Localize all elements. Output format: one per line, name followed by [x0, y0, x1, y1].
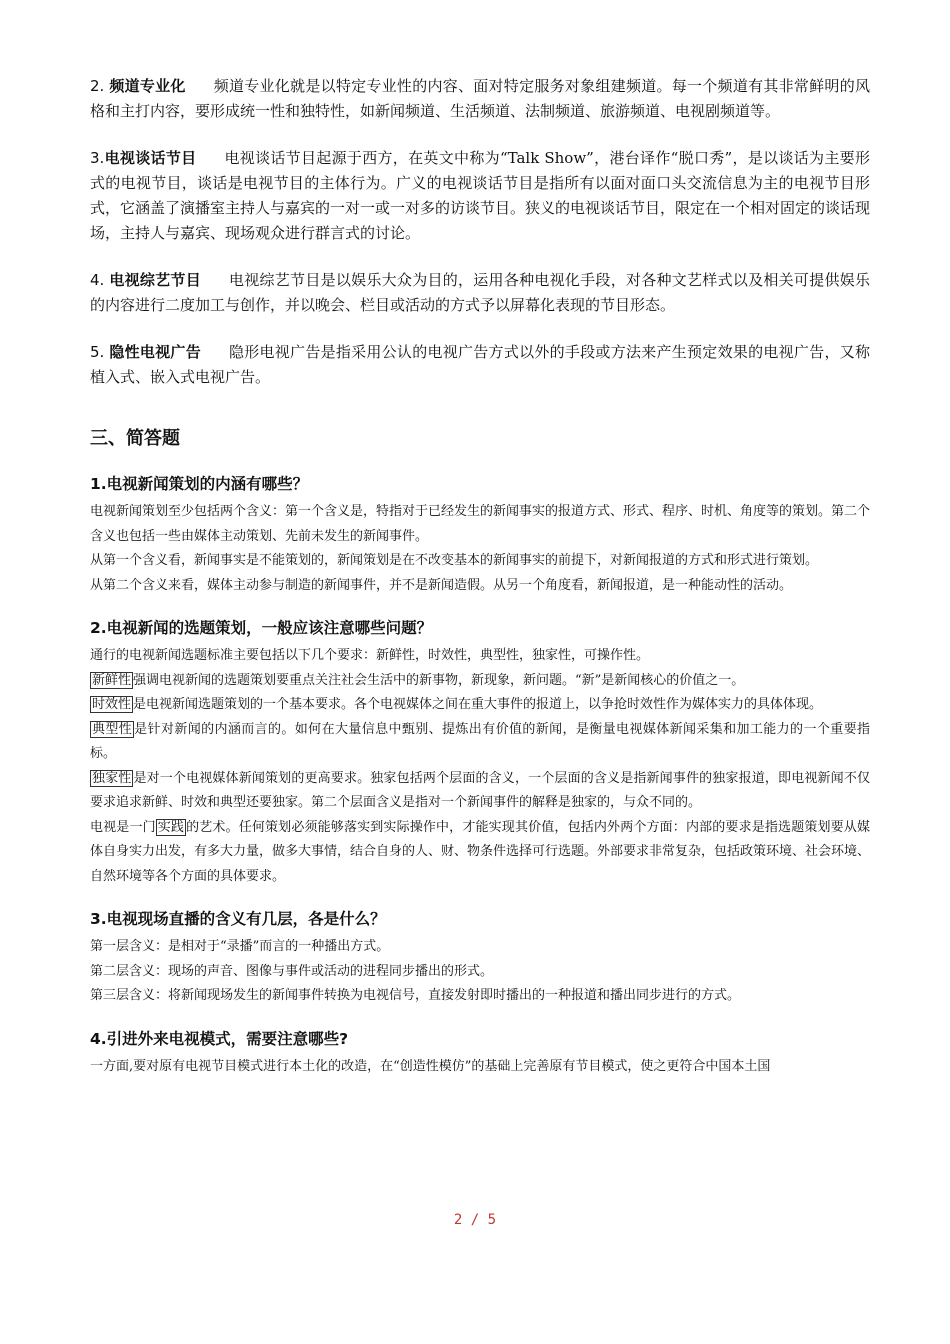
answer-paragraph: 一方面,要对原有电视节目模式进行本土化的改造，在“创造性模仿”的基础上完善原有节目模式，使之更符合中国本土国 — [90, 1058, 771, 1074]
definition-term: 电视综艺节目 — [109, 271, 201, 289]
answer-item — [90, 816, 870, 890]
answer-intro: 通行的电视新闻选题标准主要包括以下几个要求：新鲜性，时效性，典型性，独家性，可操作性。 — [90, 648, 650, 663]
page-number: 2 / 5 — [453, 1212, 497, 1228]
definition-5 — [90, 340, 870, 390]
definition-3 — [90, 146, 870, 246]
answer-paragraph: 从第一个含义看，新闻事实是不能策划的，新闻策划是在不改变基本的新闻事实的前提下，对新闻报道的方式和形式进行策划。 — [90, 553, 819, 568]
answer-paragraph: 第一层含义：是相对于“录播”而言的一种播出方式。 — [90, 939, 390, 954]
answer-paragraph: 从第二个含义来看，媒体主动参与制造的新闻事件，并不是新闻造假。从另一个角度看，新闻报道，是一种能动性的活动。 — [90, 577, 793, 593]
answer-item — [90, 669, 870, 694]
boxed-keyword: 时效性 — [92, 697, 132, 712]
boxed-keyword: 新鲜性 — [92, 672, 132, 688]
question-title: 1.电视新闻策划的内涵有哪些？ — [90, 475, 309, 493]
document-page — [90, 74, 870, 1079]
answer-paragraph: 第二层含义：现场的声音、图像与事件或活动的进程同步播出的形式。 — [90, 963, 494, 979]
definition-text: 电视谈话节目起源于西方，在英文中称为“Talk Show”，港台译作“脱口秀”，是以谈话为主要形式的电视节目，谈话是电视节目的主体行为。广义的电视谈话节目是指所有以面对面口头交流信息为主的电视节目形式，它涵盖了演播室主持人与嘉宾的一对一或一对多的访谈节目。狭义的电视谈话节目，限定在一个相对固定的谈话现场，主持人与嘉宾、现场观众进行群言式的讨论。 — [90, 149, 871, 242]
definition-text: 隐形电视广告是指采用公认的电视广告方式以外的手段或方法来产生预定效果的电视广告，又称植入式、嵌入式电视广告。 — [90, 343, 870, 386]
answer-item — [90, 767, 870, 816]
question-title: 3.电视现场直播的含义有几层，各是什么？ — [90, 910, 386, 928]
section-title: 三、简答题 — [90, 428, 180, 449]
answer-item-text: 的艺术。任何策划必须能够落实到实际操作中，才能实现其价值，包括内外两个方面：内部的要求是指选题策划要从媒体自身实力出发，有多大力量，做多大事情，结合自身的人、财、物条件选择可行选题。外部要求非常复杂，包括政策环境、社会环境、自然环境等各个方面的具体要求。 — [90, 819, 871, 884]
definition-number: 3. — [90, 149, 105, 167]
definitions-block — [90, 74, 870, 390]
definition-number: 4. — [90, 271, 105, 289]
definition-2 — [90, 74, 870, 124]
question-3 — [90, 907, 870, 1009]
question-1 — [90, 472, 870, 598]
answer-item-text: 是对一个电视媒体新闻策划的更高要求。独家包括两个层面的含义，一个层面的含义是指新闻事件的独家报道，即电视新闻不仅要求追求新鲜、时效和典型还要独家。第二个层面含义是指对一个新闻事件的解释是独家的，与众不同的。 — [90, 770, 870, 810]
question-title: 4.引进外来电视模式，需要注意哪些? — [90, 1029, 349, 1048]
definition-text: 频道专业化就是以特定专业性的内容、面对特定服务对象组建频道。每一个频道有其非常鲜明的风格和主打内容，要形成统一性和独特性，如新闻频道、生活频道、法制频道、旅游频道、电视剧频道等。 — [90, 77, 870, 120]
answer-item-text: 是针对新闻的内涵而言的。如何在大量信息中甄别、提炼出有价值的新闻，是衡量电视媒体新闻采集和加工能力的一个重要指标。 — [90, 721, 870, 761]
question-2 — [90, 616, 870, 889]
answer-item-text: 强调电视新闻的选题策划要重点关注社会生活中的新事物，新现象，新问题。“新”是新闻核心的价值之一。 — [133, 672, 745, 688]
answer-paragraph: 电视新闻策划至少包括两个含义：第一个含义是，特指对于已经发生的新闻事实的报道方式、形式、程序、时机、角度等的策划。第二个含义也包括一些由媒体主动策划、先前未发生的新闻事件。 — [90, 504, 871, 544]
definition-4 — [90, 268, 870, 318]
boxed-keyword: 独家性 — [92, 770, 132, 786]
definition-term: 隐性电视广告 — [109, 343, 201, 361]
answer-item — [90, 693, 870, 718]
definition-number: 2. — [90, 77, 105, 95]
definition-text: 电视综艺节目是以娱乐大众为目的，运用各种电视化手段，对各种文艺样式以及相关可提供娱乐的内容进行二度加工与创作，并以晚会、栏目或活动的方式予以屏幕化表现的节目形态。 — [90, 271, 870, 314]
boxed-keyword: 实践 — [157, 819, 185, 835]
definition-term: 频道专业化 — [109, 77, 186, 95]
question-4 — [90, 1027, 870, 1080]
answer-item — [90, 718, 870, 767]
answer-item-text: 电视是一门 — [90, 819, 156, 835]
definition-term: 电视谈话节目 — [104, 149, 197, 167]
answer-item-text: 是电视新闻选题策划的一个基本要求。各个电视媒体之间在重大事件的报道上，以争抢时效性作为媒体实力的具体体现。 — [133, 697, 823, 712]
definition-number: 5. — [90, 343, 105, 361]
question-title: 2.电视新闻的选题策划，一般应该注意哪些问题？ — [90, 619, 433, 637]
boxed-keyword: 典型性 — [92, 721, 133, 737]
answer-paragraph: 第三层含义：将新闻现场发生的新闻事件转换为电视信号，直接发射即时播出的一种报道和播出同步进行的方式。 — [90, 988, 741, 1003]
